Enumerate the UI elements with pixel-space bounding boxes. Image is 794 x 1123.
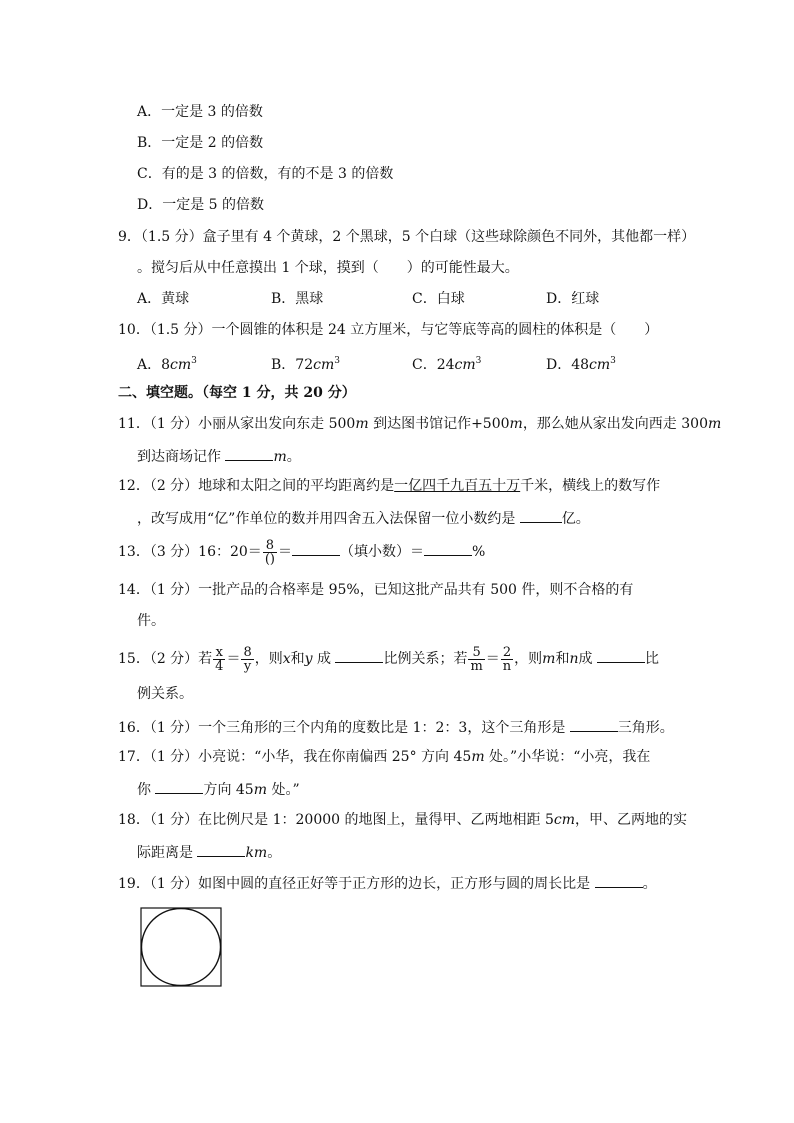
fraction: $\frac{x}{4}$: [215, 644, 224, 674]
q18-line2: 际距离是 km。: [137, 842, 281, 862]
answer-blank: [197, 842, 245, 857]
q11-line2: 到达商场记作 m。: [137, 446, 301, 466]
q10-stem: 10．（1.5 分）一个圆锥的体积是 24 立方厘米，与它等底等高的圆柱的体积是（ ）: [118, 322, 659, 338]
q8-option-a: A．一定是 3 的倍数: [137, 104, 263, 120]
q9-option-a: A．黄球: [137, 291, 190, 307]
answer-blank: [570, 717, 618, 732]
q11-line1: 11．（1 分）小丽从家出发向东走 500m 到达图书馆记作+500m，那么她从家出发向西走 300m: [118, 416, 722, 432]
answer-blank: [155, 779, 203, 794]
q9-option-c: C．白球: [412, 291, 465, 307]
q16-line: 16．（1 分）一个三角形的三个内角的度数比是 1：2：3，这个三角形是 三角形。: [118, 717, 674, 737]
section-heading-fill-in: 二、填空题。（每空 1 分，共 20 分）: [118, 385, 356, 401]
answer-blank: [595, 873, 643, 888]
answer-blank: [424, 541, 472, 556]
fraction: $\frac{8}{y}$: [243, 644, 252, 674]
answer-blank: [520, 508, 562, 523]
q13-line: 13．（3 分）16：20＝ $\frac{8}{()}$ ＝ （填小数）＝ %: [118, 537, 486, 567]
fraction: $\frac{2}{n}$: [502, 644, 512, 674]
q8-option-c: C．有的是 3 的倍数，有的不是 3 的倍数: [137, 166, 394, 182]
q14-line2: 件。: [137, 613, 165, 629]
q8-option-d: D．一定是 5 的倍数: [137, 197, 265, 213]
answer-blank: [335, 648, 383, 663]
q14-line1: 14．（1 分）一批产品的合格率是 95%，已知这批产品共有 500 件，则不合格的有: [118, 582, 634, 598]
q10-option-b: B．$72cm^3$: [271, 356, 340, 373]
answer-blank: [225, 446, 273, 461]
q17-line1: 17．（1 分）小亮说：“小华，我在你南偏西 25° 方向 45m 处。”小华说：“小亮，我在: [118, 749, 651, 765]
q15-line1: 15．（2 分）若 $\frac{x}{4}$ ＝ $\frac{8}{y}$ ，则x和y 成 比例关系；若 $\frac{5}{m}$ ＝ $\frac{2}{n}$ ，则m和n成 比: [118, 644, 659, 674]
answer-blank: [597, 648, 645, 663]
q12-line1: 12．（2 分）地球和太阳之间的平均距离约是一亿四千九百五十万千米，横线上的数写作: [118, 478, 661, 494]
q15-line2: 例关系。: [137, 686, 193, 702]
circle-in-square-figure: [140, 907, 222, 987]
q19-line: 19．（1 分）如图中圆的直径正好等于正方形的边长，正方形与圆的周长比是 。: [118, 873, 657, 893]
q9-line2: 。搅匀后从中任意摸出 1 个球，摸到（ ）的可能性最大。: [137, 260, 519, 276]
q9-option-b: B．黑球: [271, 291, 324, 307]
fraction: $\frac{8}{()}$: [264, 537, 275, 567]
underlined-number-words: 一亿四千九百五十万: [394, 478, 521, 494]
q10-option-a: A．$8cm^3$: [137, 356, 197, 373]
q12-line2: ，改写成用“亿”作单位的数并用四舍五入法保留一位小数约是 亿。: [137, 508, 590, 528]
fraction: $\frac{5}{m}$: [470, 644, 483, 674]
q10-option-c: C．$24cm^3$: [412, 356, 482, 373]
q18-line1: 18．（1 分）在比例尺是 1：20000 的地图上，量得甲、乙两地相距 5cm，甲、乙两地的实: [118, 812, 687, 828]
circle-shape: [142, 909, 221, 986]
q17-line2: 你 方向 45m 处。”: [137, 779, 300, 799]
answer-blank: [292, 541, 340, 556]
q9-line1: 9．（1.5 分）盒子里有 4 个黄球，2 个黑球，5 个白球（这些球除颜色不同外，其他都一样）: [118, 229, 696, 245]
q9-option-d: D．红球: [546, 291, 600, 307]
q8-option-b: B．一定是 2 的倍数: [137, 135, 264, 151]
q10-option-d: D．$48cm^3$: [546, 356, 616, 373]
